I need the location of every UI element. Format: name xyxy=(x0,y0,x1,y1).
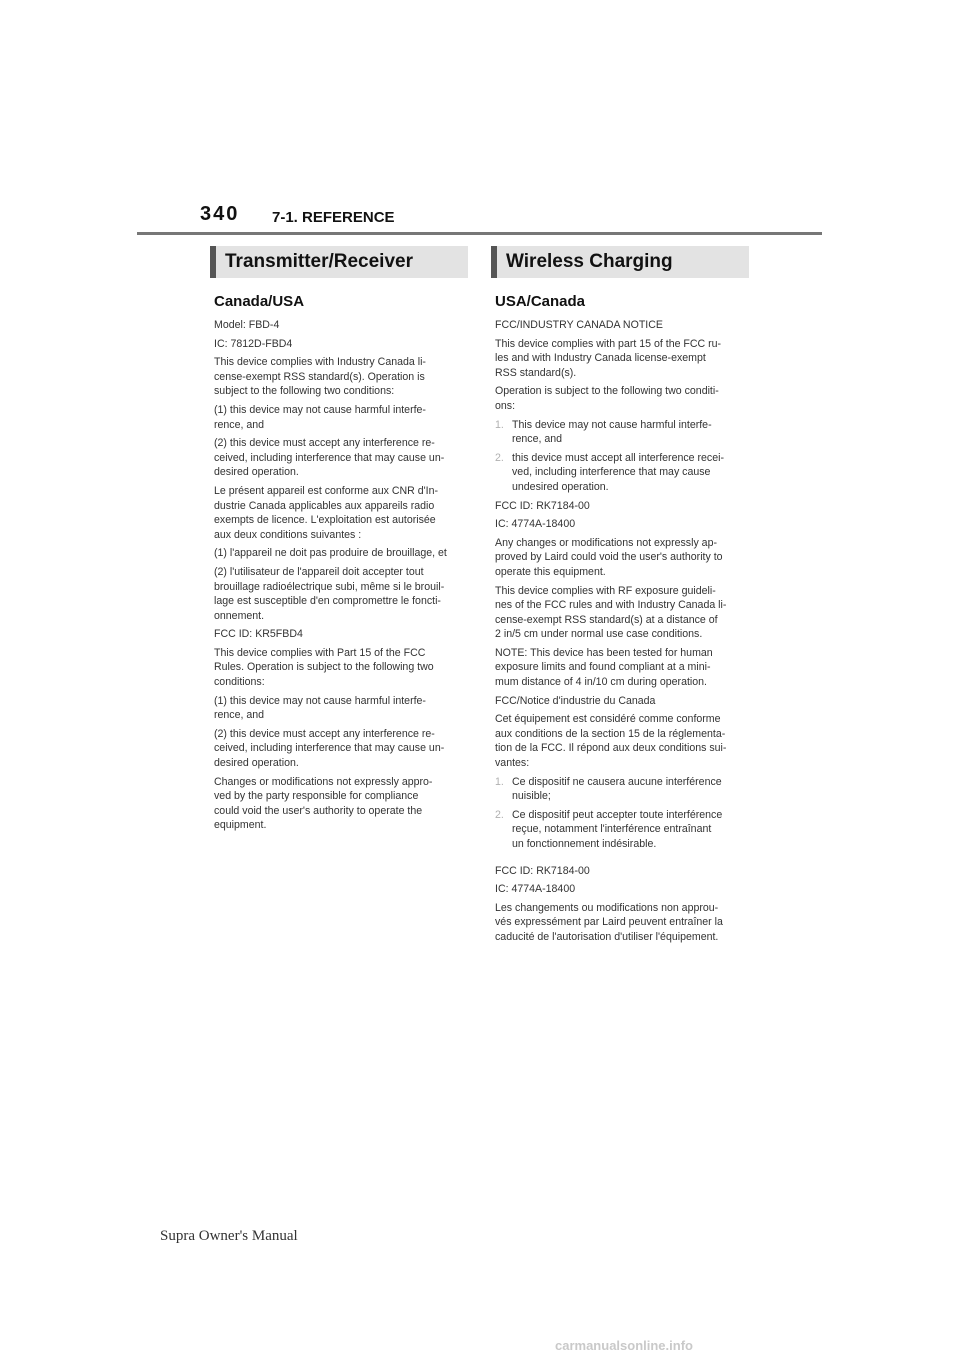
paragraph: IC: 4774A-18400 xyxy=(495,883,576,896)
paragraph: (1) this device may not cause harmful interfe- rence, and xyxy=(214,403,426,431)
list-text: Ce dispositif peut accepter toute interférence reçue, notamment l'interférence entraînant un fonctionnement indésirable. xyxy=(512,808,723,850)
paragraph: FCC/Notice d'industrie du Canada xyxy=(495,694,656,707)
section-title: 7-1. REFERENCE xyxy=(272,209,395,226)
paragraph: Any changes or modifications not expressly ap- proved by Laird could void the user's authority to operate this equipment. xyxy=(495,536,723,578)
list-number: 1. xyxy=(495,418,504,431)
paragraph: This device complies with RF exposure guideli- nes of the FCC rules and with Industry Canada li- cense-exempt RSS standard(s) at a distance of 2 in/5 cm under normal use case conditions. xyxy=(495,584,727,641)
page-header xyxy=(200,200,820,234)
paragraph: (2) this device must accept any interference re- ceived, including interference that may cause un- desired operation. xyxy=(214,437,445,479)
paragraph: Model: FBD-4 xyxy=(214,319,280,331)
paragraph: FCC ID: KR5FBD4 xyxy=(214,628,303,641)
list-text: this device must accept all interference recei- ved, including interference that may cause undesired operation. xyxy=(512,451,724,493)
list-item xyxy=(495,451,749,495)
paragraph: (1) l'appareil ne doit pas produire de brouillage, et xyxy=(214,547,447,560)
paragraph: Changes or modifications not expressly appro- ved by the party responsible for compliance could void the user's authority to operate the equipment. xyxy=(214,775,433,832)
canada-usa-subheading: Canada/USA xyxy=(214,293,305,310)
footer-title: Supra Owner's Manual xyxy=(160,1228,298,1244)
list-text: This device may not cause harmful interfe- rence, and xyxy=(512,418,712,446)
paragraph: FCC/INDUSTRY CANADA NOTICE xyxy=(495,319,663,331)
paragraph: Le présent appareil est conforme aux CNR d'In- dustrie Canada applicables aux appareils radio exempts de licence. L'exploitation est autorisée aux deux conditions suivantes : xyxy=(214,484,439,541)
paragraph: (1) this device may not cause harmful interfe- rence, and xyxy=(214,694,426,722)
paragraph: This device complies with Industry Canada li- cense-exempt RSS standard(s). Operation is subject to the following two conditions: xyxy=(214,356,426,398)
paragraph: This device complies with Part 15 of the FCC Rules. Operation is subject to the following two conditions: xyxy=(214,646,434,689)
left-column xyxy=(210,246,468,837)
usa-canada-subheading: USA/Canada xyxy=(495,293,586,310)
list-item xyxy=(495,418,749,447)
list-item xyxy=(495,775,749,804)
list-item xyxy=(495,808,749,852)
paragraph: NOTE: This device has been tested for human exposure limits and found compliant at a mini- mum distance of 4 in/10 cm during operation. xyxy=(495,646,713,689)
paragraph: This device complies with part 15 of the FCC ru- les and with Industry Canada license-exempt RSS standard(s). xyxy=(495,337,722,379)
paragraph: FCC ID: RK7184-00 xyxy=(495,864,590,877)
paragraph: IC: 4774A-18400 xyxy=(495,518,576,531)
list-text: Ce dispositif ne causera aucune interférence nuisible; xyxy=(512,775,722,803)
paragraph: (2) l'utilisateur de l'appareil doit accepter tout brouillage radioélectrique subi, même si le brouil- lage est susceptible d'en compromettre le foncti- onnement. xyxy=(214,565,445,622)
paragraph: IC: 7812D-FBD4 xyxy=(214,337,293,350)
wireless-charging-heading: Wireless Charging xyxy=(491,246,749,278)
page-number: 340 xyxy=(200,203,240,225)
spacer xyxy=(491,856,749,864)
header-divider xyxy=(137,232,822,235)
paragraph: (2) this device must accept any interference re- ceived, including interference that may cause un- desired operation. xyxy=(214,727,445,770)
right-column xyxy=(491,246,749,949)
list-number: 2. xyxy=(495,808,504,821)
list-number: 1. xyxy=(495,775,504,788)
watermark: carmanualsonline.info xyxy=(555,1338,693,1353)
list-number: 2. xyxy=(495,451,504,464)
paragraph: Cet équipement est considéré comme conforme aux conditions de la section 15 de la réglementa- tion de la FCC. Il répond aux deux conditions sui- vantes: xyxy=(495,713,727,770)
paragraph: Les changements ou modifications non approu- vés expressément par Laird peuvent entraîner la caducité de l'autorisation d'utiliser l'équipement. xyxy=(495,901,723,943)
paragraph: FCC ID: RK7184-00 xyxy=(495,499,590,512)
transmitter-receiver-heading: Transmitter/Receiver xyxy=(210,246,468,278)
paragraph: Operation is subject to the following two conditi- ons: xyxy=(495,385,719,412)
